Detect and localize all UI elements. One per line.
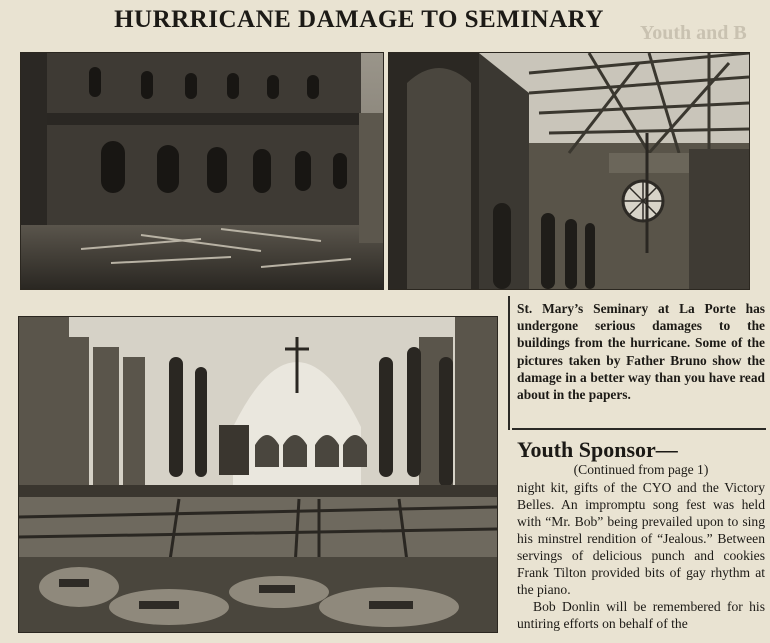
photo-chapel-interior-debris [18,316,498,633]
article-body [517,479,765,632]
article-title: Youth Sponsor— [517,437,678,462]
ruined-building-photo-icon [21,53,383,289]
bleed-through-text: Youth and B [640,22,747,44]
photo-roof-trusses-interior [388,52,750,290]
column-rule [508,296,510,430]
headline: HURRRICANE DAMAGE TO SEMINARY [114,6,604,33]
section-divider [512,428,766,430]
article-paragraph: Bob Donlin will be remembered for his untiring efforts on behalf of the [517,599,765,631]
photo-caption: St. Mary’s Seminary at La Porte has undergone serious damages to the buildings from the hurricane. Some of the pictures taken by Father Bruno show the damage in a better way than you have read about in the papers. [517,301,765,403]
continued-note: (Continued from page 1) [573,462,709,477]
collapsed-roof-photo-icon [389,53,749,289]
chapel-debris-photo-icon [19,317,497,632]
photo-ruined-exterior-wall [20,52,384,290]
article-paragraph: night kit, gifts of the CYO and the Victory Belles. An impromptu song fest was held with “Mr. Bob” being prevailed upon to sing his minstrel rendition of “Jealous.” Between servings of delicious punch and cookies Frank Tilton provided bits of gay rhythm at the piano. [517,480,765,597]
